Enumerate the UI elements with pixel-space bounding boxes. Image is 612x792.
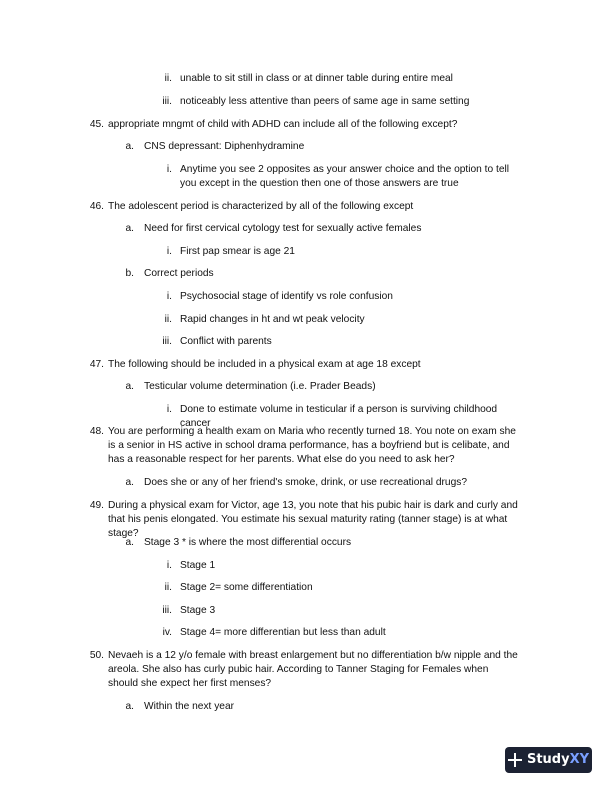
item-text: The following should be included in a physical exam at age 18 except	[108, 359, 421, 370]
item-number: 48.	[89, 426, 104, 437]
item-text: The adolescent period is characterized by all of the following except	[108, 201, 414, 212]
item-number: iii.	[162, 96, 172, 107]
item-text: unable to sit still in class or at dinner table during entire meal	[180, 73, 453, 84]
item-text: noticeably less attentive than peers of same age in same setting	[180, 96, 470, 107]
item-number: ii.	[164, 582, 172, 593]
item-number: ii.	[164, 73, 172, 84]
item-text: Conflict with parents	[180, 336, 272, 347]
item-number: iv.	[162, 627, 172, 638]
item-number: iii.	[162, 336, 172, 347]
item-number: a.	[125, 537, 134, 548]
logo-accent: XY	[569, 752, 590, 767]
plus-icon	[508, 753, 522, 767]
item-text: appropriate mngmt of child with ADHD can include all of the following except?	[108, 119, 458, 130]
item-text: Stage 4= more differentian but less than adult	[180, 627, 386, 638]
item-text: Within the next year	[144, 701, 235, 712]
item-number: i.	[166, 164, 172, 175]
item-text: Stage 3 * is where the most differential occurs	[144, 537, 352, 548]
logo-brand: Study	[526, 752, 570, 767]
item-text: Anytime you see 2 opposites as your answer choice and the option to tell you except in the question then one of those answers are true	[180, 164, 510, 189]
item-number: i.	[166, 291, 172, 302]
item-number: a.	[125, 381, 134, 392]
item-text: During a physical exam for Victor, age 13, you note that his pubic hair is dark and curly and that his penis elongated. You estimate his sexual maturity rating (tanner stage) is at what stage?	[108, 500, 518, 539]
item-number: 46.	[89, 201, 104, 212]
item-text: Stage 3	[180, 605, 216, 616]
item-text: Testicular volume determination (i.e. Prader Beads)	[144, 381, 376, 392]
item-text: Psychosocial stage of identify vs role confusion	[180, 291, 393, 302]
item-number: i.	[166, 404, 172, 415]
logo-wordmark	[527, 747, 589, 773]
item-text: Nevaeh is a 12 y/o female with breast enlargement but no differentiation b/w nipple and the areola. She also has curly pubic hair. According to Tanner Staging for Females when should she expect her first menses?	[108, 650, 518, 689]
item-number: a.	[125, 141, 134, 152]
item-number: 49.	[89, 500, 104, 511]
item-text: Rapid changes in ht and wt peak velocity	[180, 314, 365, 325]
item-number: i.	[166, 560, 172, 571]
item-number: ii.	[164, 314, 172, 325]
item-text: First pap smear is age 21	[180, 246, 295, 257]
item-text: Stage 2= some differentiation	[180, 582, 313, 593]
item-number: a.	[125, 701, 134, 712]
studyxy-logo[interactable]	[505, 747, 592, 773]
item-text: Correct periods	[144, 268, 214, 279]
item-number: iii.	[162, 605, 172, 616]
item-number: b.	[125, 268, 134, 279]
item-number: 50.	[89, 650, 104, 661]
item-number: 47.	[89, 359, 104, 370]
item-text: Done to estimate volume in testicular if a person is surviving childhood cancer	[180, 404, 498, 429]
item-text: You are performing a health exam on Maria who recently turned 18. You note on exam she is a senior in HS active in school drama performance, has a boyfriend but is celibate, and has a reasonable respect for her parents. What else do you need to ask her?	[108, 426, 516, 465]
item-text: Need for first cervical cytology test for sexually active females	[144, 223, 422, 234]
item-number: a.	[125, 223, 134, 234]
item-text: CNS depressant: Diphenhydramine	[144, 141, 305, 152]
item-text: Stage 1	[180, 560, 216, 571]
item-text: Does she or any of her friend's smoke, drink, or use recreational drugs?	[144, 477, 468, 488]
item-number: 45.	[89, 119, 104, 130]
item-number: a.	[125, 477, 134, 488]
item-number: i.	[166, 246, 172, 257]
